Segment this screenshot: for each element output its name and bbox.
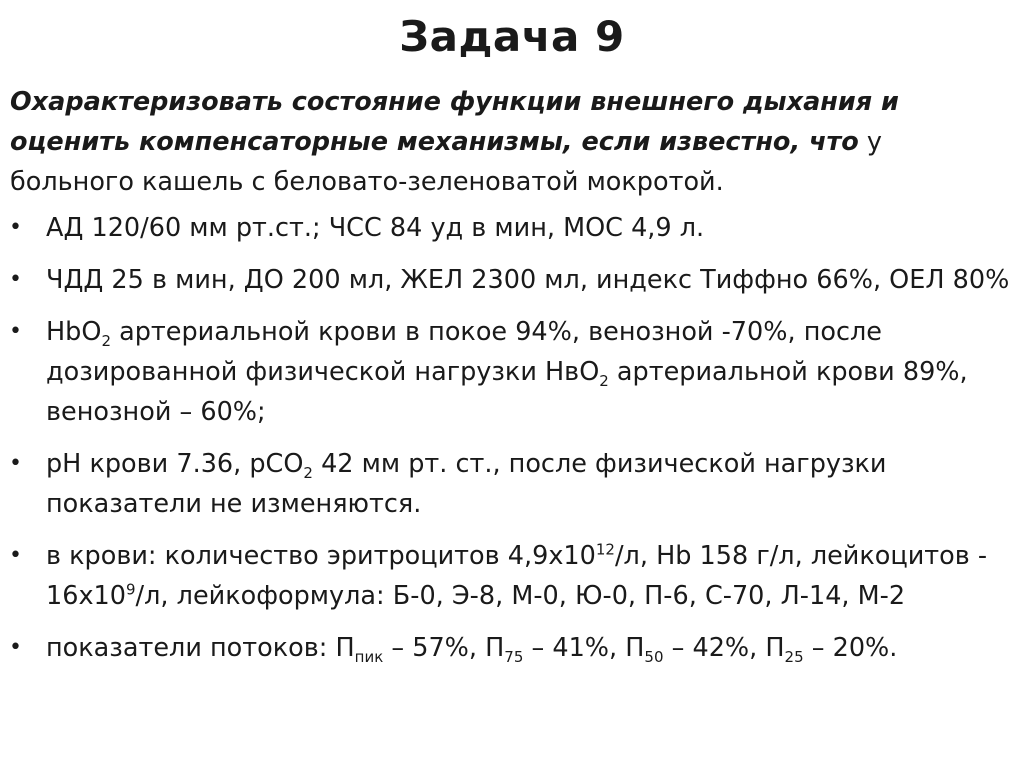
list-item-text: HbO [46,317,102,347]
task-intro [10,82,1010,202]
list-item-text: АД 120/60 мм рт.ст.; ЧСС 84 уд в мин, МОС 4,9 л. [46,213,705,243]
bullet-icon: • [9,319,22,344]
list-item-text: в крови: количество эритроцитов 4,9х10 [46,541,596,571]
task-instruction-italic: Охарактеризовать состояние функции внешнего дыхания и оценить компенсаторные механизмы, если известно, что [10,87,899,157]
list-item-text: – 42%, П [663,633,785,663]
list-item-blood-count [0,536,1010,616]
subscript: 50 [644,648,664,667]
task-condition-text: у больного кашель с беловато-зеленоватой мокротой. [10,127,883,197]
list-item-flow-rates [0,628,1010,668]
list-item-text: – 20%. [803,633,898,663]
list-item-text: ЧДД 25 в мин, ДО 200 мл, ЖЕЛ 2300 мл, индекс Тиффно 66%, ОЕЛ 80% [46,265,1010,295]
slide-title: Задача 9 [399,12,625,61]
list-item-text: артериальной крови в покое 94%, венозной -70%, после дозированной физической нагрузки НвО [46,317,882,387]
subscript: 2 [101,332,111,351]
findings-list [0,208,1010,680]
subscript: 75 [504,648,524,667]
list-item-respiration [0,260,1010,300]
superscript: 9 [126,580,136,599]
list-item-text: – 41%, П [523,633,645,663]
bullet-icon: • [9,543,22,568]
bullet-icon: • [9,451,22,476]
list-item-hemodynamics [0,208,1010,248]
list-item-text: рН крови 7.36, pCO [46,449,304,479]
subscript: 2 [303,464,313,483]
list-item-text: 42 мм рт. ст., после физической нагрузки показатели не изменяются. [46,449,887,519]
subscript: 25 [784,648,804,667]
bullet-icon: • [9,635,22,660]
list-item-text: /л, лейкоформула: Б-0, Э-8, М-0, Ю-0, П-6, С-70, Л-14, М-2 [135,581,906,611]
bullet-icon: • [9,215,22,240]
list-item-blood-gases [0,444,1010,524]
bullet-icon: • [9,267,22,292]
subscript: пик [354,648,384,667]
list-item-text: – 57%, П [383,633,505,663]
superscript: 12 [595,540,615,559]
subscript: 2 [599,372,609,391]
list-item-text: артериальной крови 89%, венозной – 60%; [46,357,968,427]
list-item-oxyhemoglobin [0,312,1010,432]
list-item-text: /л, Hb 158 г/л, лейкоцитов - 16х10 [46,541,988,611]
list-item-text: показатели потоков: П [46,633,355,663]
